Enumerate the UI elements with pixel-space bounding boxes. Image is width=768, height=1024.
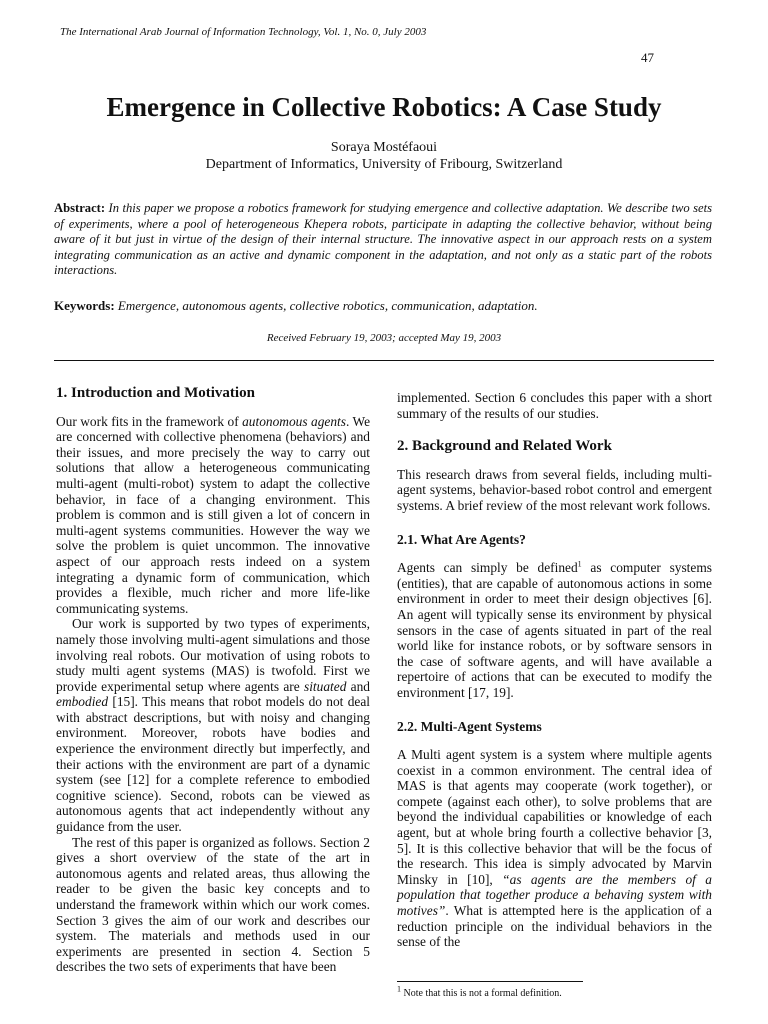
keywords — [54, 298, 712, 314]
section-2-1-heading: 2.1. What Are Agents? — [397, 531, 526, 547]
author-affiliation: Department of Informatics, University of Fribourg, Switzerland — [205, 157, 563, 172]
running-head — [60, 26, 712, 65]
section-1-continuation: implemented. Section 6 concludes this paper with a short summary of the results of our studies. — [397, 390, 712, 421]
abstract — [54, 201, 712, 279]
section-1-paragraph-2: Our work is supported by two types of experiments, namely those involving multi-agent simulations and those involving real robots. Our motivation of using robots to study multi agent systems (MAS) is twofold. First we provide experimental setup where agents are situated and embodied [15]. This means that robot models do not deal with abstract descriptions, but with noisy and changing environment. Moreover, robots have bodies and experience the environment directly but imperfectly, and their actions with the environment are part of a dynamic system (see [12] for a complete reference to embodied cognitive science). Second, robots can be viewed as autonomous agents that act independently without any guidance from the user. — [56, 616, 370, 835]
section-1-paragraph-3: The rest of this paper is organized as follows. Section 2 gives a short overview of the state of the art in autonomous agents and related areas, thus allowing the reader to be given the basic key concepts and to understand the framework within which our work comes. Section 3 gives the aim of our work and describes our system. The materials and methods used in our experiments are presented in section 4. Section 5 describes the two sets of experiments that have been — [56, 834, 370, 975]
author-name: Soraya Mostéfaoui — [330, 140, 438, 155]
section-2-2-paragraph: A Multi agent system is a system where multiple agents coexist in a common environment. The central idea of MAS is that agents may cooperate (work together), or compete (against each other), to solve problems that are beyond the individual capabilities or knowledge of each agent, but at whole bring fourth a collective behavior [3, 5]. It is this collective behavior that will be the focus of the research. This idea is simply advocated by Marvin Minsky in [10], “as agents are the members of a population that together produce a behaving system with motives”. What is attempted here is the application of a reduction principle on the individual behaviors in the sense of the — [397, 747, 712, 950]
section-2-paragraph: This research draws from several fields, including multi-agent systems, behavior-based robot control and emergent systems. A brief review of the most relevant work follows. — [397, 466, 712, 513]
header-divider — [54, 360, 714, 361]
page-number: 47 — [641, 50, 654, 65]
received-dates: Received February 19, 2003; accepted May 19, 2003 — [266, 332, 502, 344]
abstract-label: Abstract: — [54, 201, 106, 215]
right-column — [397, 390, 712, 950]
section-1-heading: 1. Introduction and Motivation — [56, 385, 255, 401]
section-1-paragraph-1: Our work fits in the framework of autonomous agents. We are concerned with collective phenomena (behaviors) and their issues, and more precisely the way to carry out solutions that allow a heterogeneous communicating multi-agent (multi-robot) system to adapt the collective behavior, in face of a changing environment. This problem is common and is still given a lot of concern in multi-agent systems communities. However the way we solve the problem is quiet uncommon. The innovative aspect of our approach rests indeed on a system integrating a dynamic form of communication, which provides a flexible, much richer and more life-like communicating systems. — [56, 413, 371, 616]
section-2-2-heading: 2.2. Multi-Agent Systems — [397, 718, 542, 734]
left-column — [56, 386, 370, 975]
paper-title: Emergence in Collective Robotics: A Case Study — [106, 92, 662, 122]
keywords-text: Emergence, autonomous agents, collective robotics, communication, adaptation. — [117, 298, 538, 313]
abstract-text: In this paper we propose a robotics framework for studying emergence and collective adaptation. We describe two sets of experiments, where a pool of heterogeneous Khepera robots, participate in adapting the collective behavior, without being aware of it but just in virtue of the design of their internal structure. The innovative aspect in our approach rests on a system integrating communication as an active and dynamic component in the adaptation, and not only as a static part of the robots interactions. — [54, 201, 712, 278]
section-2-1-paragraph: Agents can simply be defined$^1$ as computer systems (entities), that are capable of autonomous actions in some environment in order to meet their design objectives [6]. An agent will typically sense its environment by physical sensors in the case of agents situated in part of the real world like for instance robots, or by software sensors in the case of software agents, and will have available a repertoire of actions that can be executed to modify the environment [17, 19]. — [397, 559, 712, 700]
footnote-divider — [397, 981, 583, 982]
footnote-ref: 1 — [577, 559, 582, 569]
section-2-heading: 2. Background and Related Work — [397, 438, 612, 455]
journal-citation: The International Arab Journal of Information Technology, Vol. 1, No. 0, July 2003 — [60, 26, 427, 38]
keywords-label: Keywords: — [54, 298, 115, 313]
footnote: $^1$ Note that this is not a formal definition. — [397, 984, 562, 999]
